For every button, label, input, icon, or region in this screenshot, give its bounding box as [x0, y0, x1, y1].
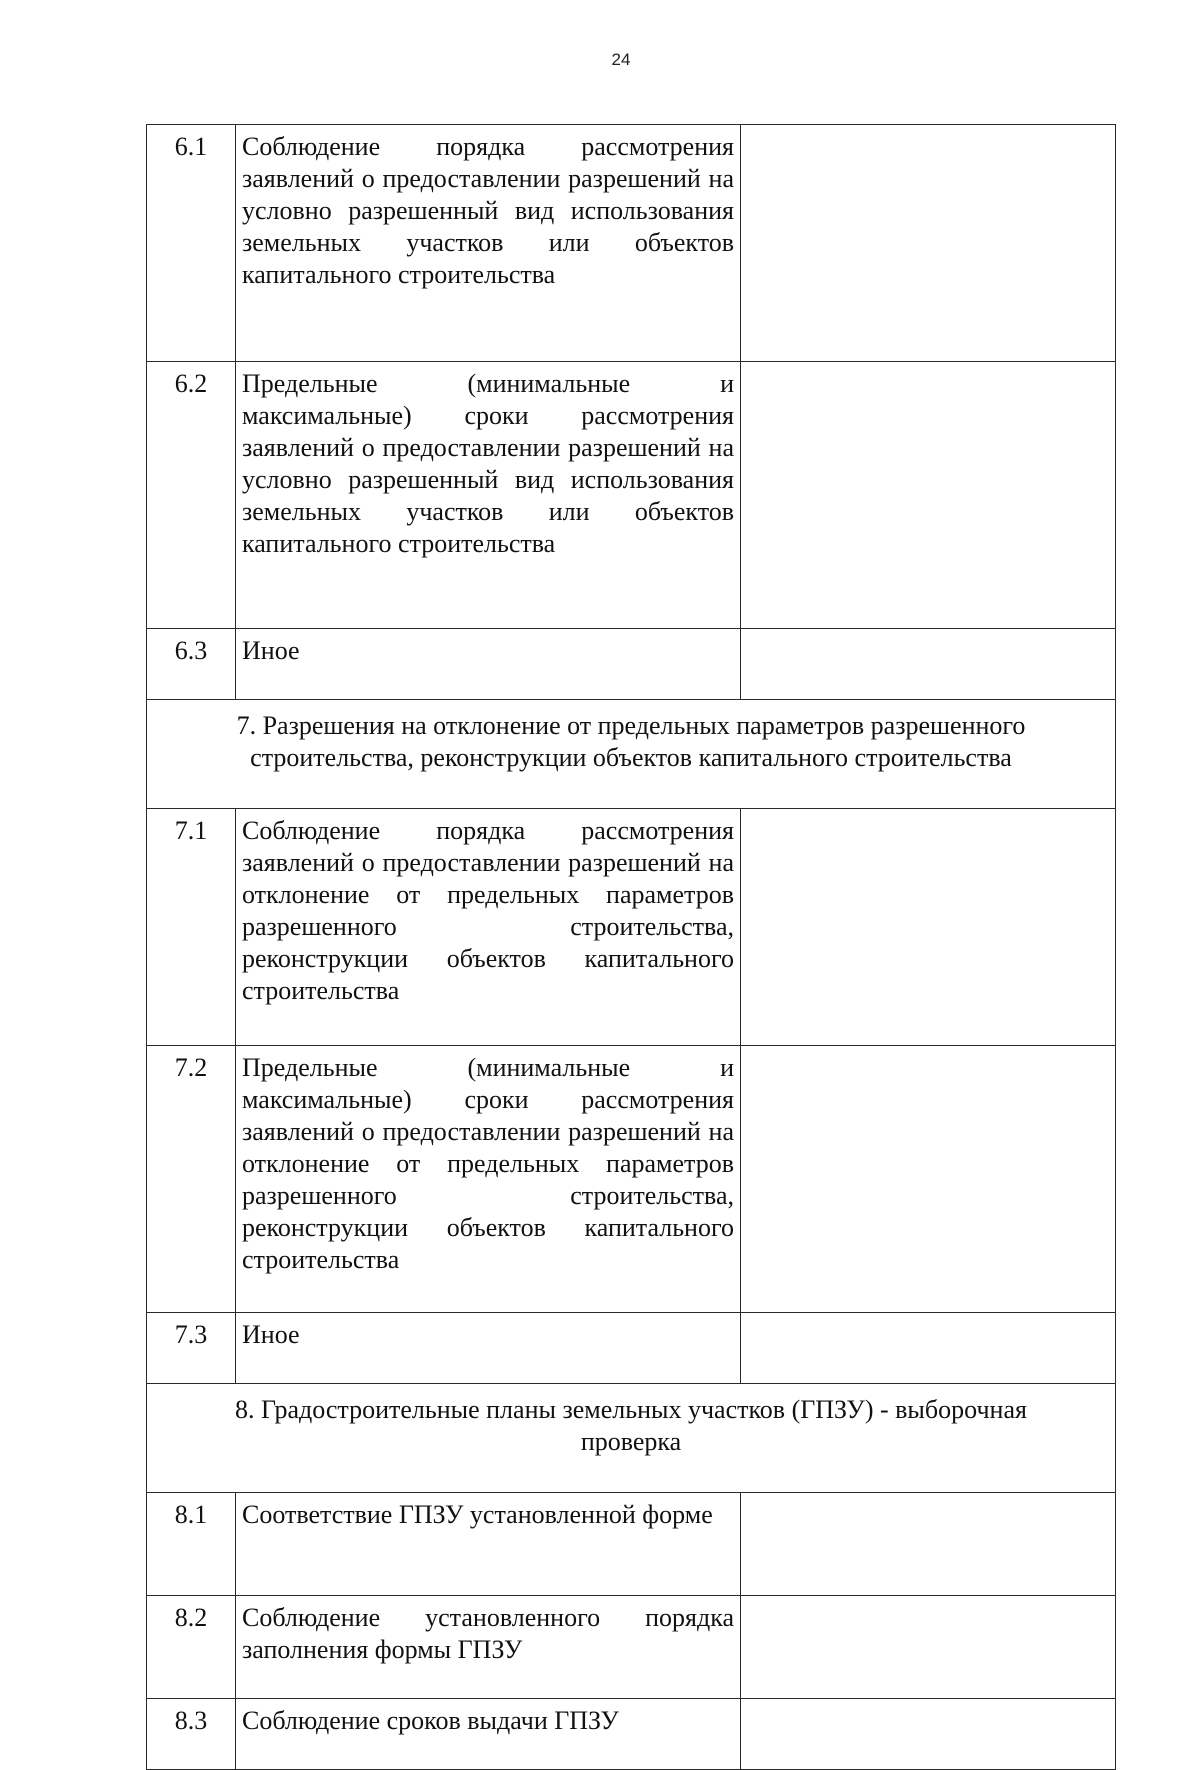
table-row: [147, 809, 1116, 1046]
table-row: [147, 125, 1116, 362]
row-number: 8.2: [147, 1596, 236, 1699]
table-row: [147, 1493, 1116, 1596]
section-header: 7. Разрешения на отклонение от предельных параметров разрешенного строительства, реконструкции объектов капитального строительства: [147, 700, 1116, 809]
row-description: Предельные (минимальные и максимальные) сроки рассмотрения заявлений о предоставлении разрешений на условно разрешенный вид использования земельных участков или объектов капитального строительства: [236, 362, 741, 629]
row-description: Соблюдение установленного порядка заполнения формы ГПЗУ: [236, 1596, 741, 1699]
row-description: Соблюдение порядка рассмотрения заявлений о предоставлении разрешений на условно разрешенный вид использования земельных участков или объектов капитального строительства: [236, 125, 741, 362]
row-value-cell: [741, 1596, 1116, 1699]
row-description: Соответствие ГПЗУ установленной форме: [236, 1493, 741, 1596]
page-number: 24: [611, 50, 631, 69]
row-description: Иное: [236, 629, 741, 700]
row-number: 7.1: [147, 809, 236, 1046]
section-header: 8. Градостроительные планы земельных участков (ГПЗУ) - выборочная проверка: [147, 1384, 1116, 1493]
section-header-row: [147, 1384, 1116, 1493]
row-number: 8.1: [147, 1493, 236, 1596]
row-description: Предельные (минимальные и максимальные) сроки рассмотрения заявлений о предоставлении разрешений на отклонение от предельных параметров разрешенного строительства, реконструкции объектов капитального строительства: [236, 1046, 741, 1313]
row-description: Соблюдение порядка рассмотрения заявлений о предоставлении разрешений на отклонение от предельных параметров разрешенного строительства, реконструкции объектов капитального строительства: [236, 809, 741, 1046]
row-number: 6.2: [147, 362, 236, 629]
table-row: [147, 362, 1116, 629]
row-value-cell: [741, 1699, 1116, 1770]
table-row: [147, 1046, 1116, 1313]
row-value-cell: [741, 809, 1116, 1046]
checklist-table: [146, 124, 1116, 1770]
table-row: [147, 1699, 1116, 1770]
row-value-cell: [741, 125, 1116, 362]
row-number: 6.3: [147, 629, 236, 700]
row-value-cell: [741, 362, 1116, 629]
table-row: [147, 629, 1116, 700]
row-value-cell: [741, 1493, 1116, 1596]
section-header-row: [147, 700, 1116, 809]
row-number: 7.3: [147, 1313, 236, 1384]
row-value-cell: [741, 1046, 1116, 1313]
row-description: Соблюдение сроков выдачи ГПЗУ: [236, 1699, 741, 1770]
table-row: [147, 1596, 1116, 1699]
table-row: [147, 1313, 1116, 1384]
row-number: 8.3: [147, 1699, 236, 1770]
row-description: Иное: [236, 1313, 741, 1384]
row-number: 7.2: [147, 1046, 236, 1313]
row-value-cell: [741, 629, 1116, 700]
row-value-cell: [741, 1313, 1116, 1384]
row-number: 6.1: [147, 125, 236, 362]
